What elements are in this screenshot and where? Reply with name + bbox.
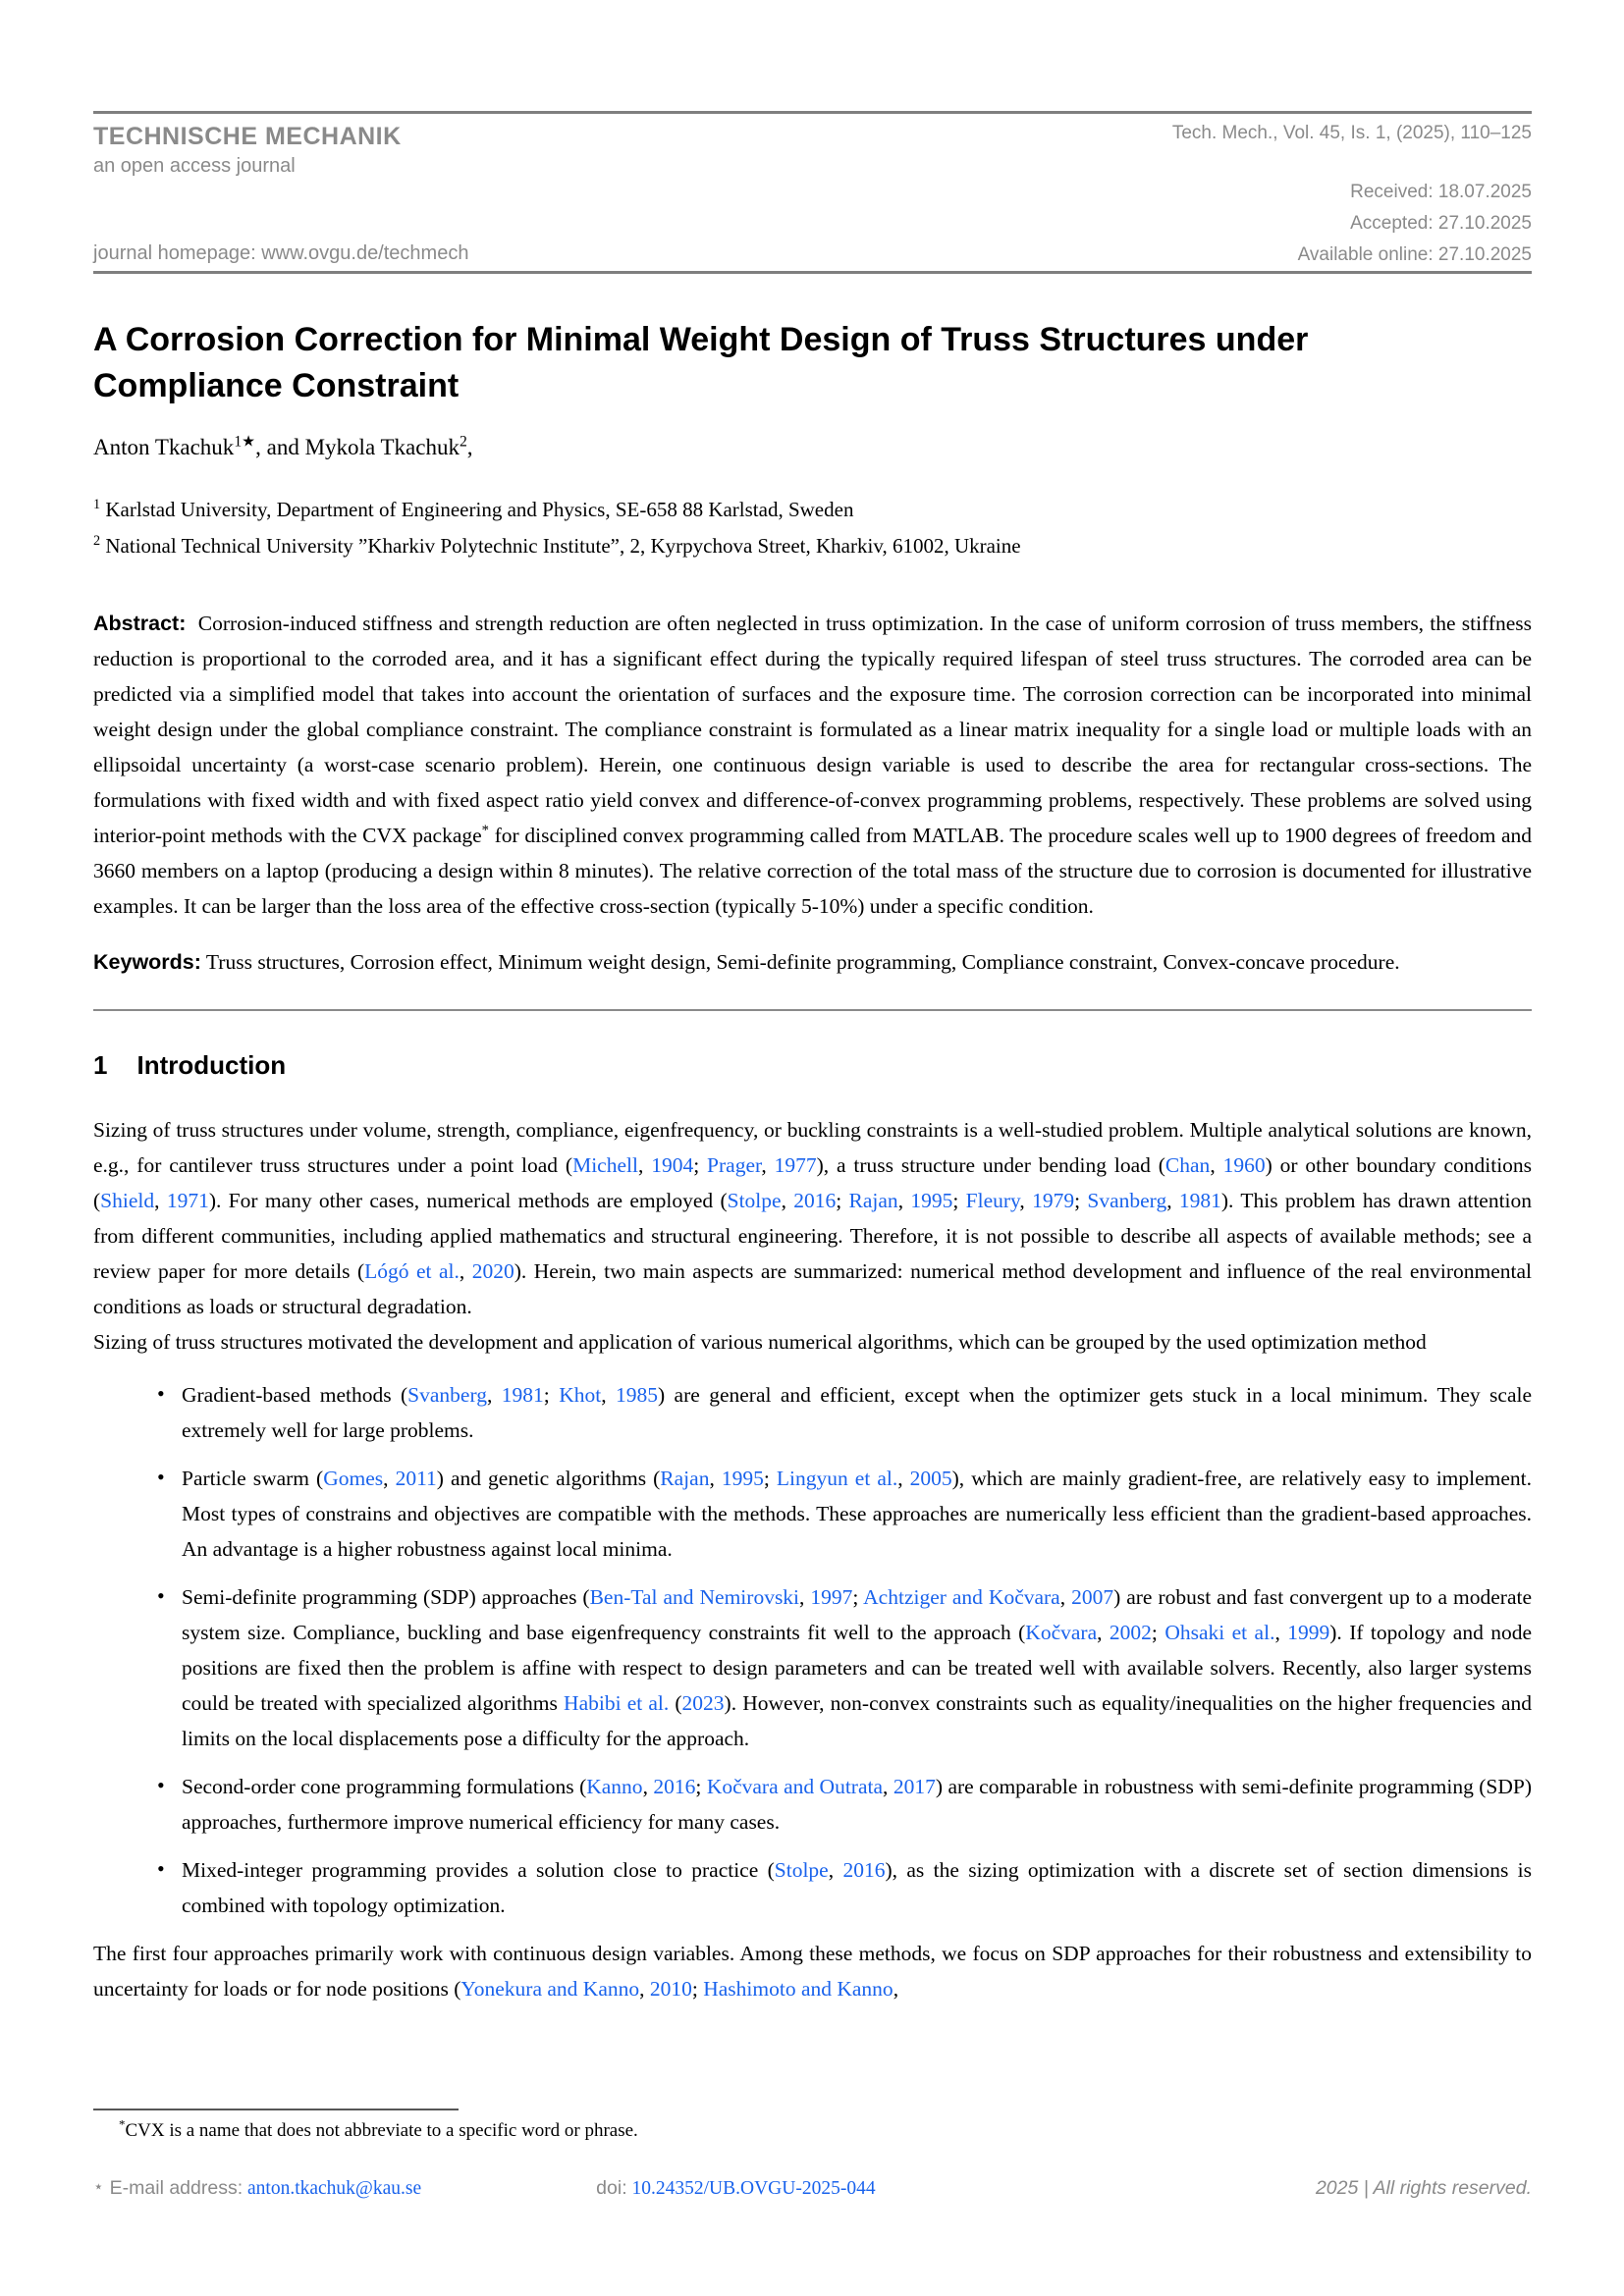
citation-link[interactable]: Ohsaki et al.	[1164, 1621, 1275, 1644]
methods-bullet-list	[93, 1377, 1532, 1923]
citation-link[interactable]: Fleury	[965, 1189, 1020, 1212]
citation-link[interactable]: Kočvara	[1025, 1621, 1098, 1644]
email-link[interactable]: anton.tkachuk@kau.se	[247, 2178, 422, 2199]
text-segment: ) or other boundary conditions (	[93, 1153, 1533, 1212]
text-segment: 1★	[234, 433, 256, 451]
doi-link[interactable]: 10.24352/UB.OVGU-2025-044	[631, 2178, 876, 2199]
text-segment: ) and genetic algorithms (	[436, 1467, 661, 1490]
text-segment: ), a truss structure under bending load (	[816, 1153, 1165, 1177]
affiliation-1	[93, 492, 1532, 528]
footnote-star-icon: ⋆	[93, 2177, 104, 2196]
text-segment: *	[119, 2116, 126, 2132]
masthead-right	[1172, 123, 1532, 271]
text-segment: ,	[781, 1189, 794, 1212]
page-footer-area	[93, 2109, 1532, 2200]
citation-link[interactable]: 1971	[166, 1189, 209, 1212]
available-date: Available online: 27.10.2025	[1297, 244, 1532, 265]
keywords-paragraph	[93, 944, 1532, 980]
text-segment: ). For many other cases, numerical methods are employed (	[208, 1189, 728, 1212]
text-segment: ;	[695, 1775, 707, 1798]
citation-link[interactable]: Chan	[1164, 1153, 1211, 1177]
section-number: 1	[93, 1050, 108, 1080]
intro-paragraph-2: Sizing of truss structures motivated the development and application of various numerical algorithms, which can be grouped by the used optimization method	[93, 1330, 1427, 1354]
keywords-text: Truss structures, Corrosion effect, Minimum weight design, Semi-definite programming, Compliance constraint, Convex-concave procedure.	[205, 950, 1400, 974]
text-segment: National Technical University ”Kharkiv Polytechnic Institute”, 2, Kyrpychova Street, Kharkiv, 61002, Ukraine	[100, 534, 1021, 558]
cvx-footnote	[93, 2116, 1532, 2142]
text-segment: ,	[883, 1775, 893, 1798]
abstract-divider-rule	[93, 1009, 1532, 1011]
citation-link[interactable]: 2011	[395, 1467, 437, 1490]
affiliations	[93, 492, 1532, 564]
citation-link[interactable]: 2007	[1071, 1585, 1114, 1609]
abstract-paragraph	[93, 606, 1532, 924]
text-segment: ;	[1151, 1621, 1165, 1644]
citation-link[interactable]: Svanberg	[407, 1383, 487, 1407]
text-segment: ,	[1019, 1189, 1033, 1212]
journal-name: TECHNISCHE MECHANIK	[93, 123, 402, 150]
text-segment: ,	[642, 1775, 654, 1798]
text-segment: ), which are mainly gradient-free, are relatively easy to implement. Most types of constrains and objectives are compatible with the methods. These approaches are numerically less efficient than the gradient-based approaches. An advantage is a higher robustness against local minima.	[182, 1467, 1533, 1561]
text-segment: ,	[601, 1383, 616, 1407]
citation-link[interactable]: Prager	[707, 1153, 762, 1177]
author-line	[93, 435, 1532, 460]
text-segment: ,	[828, 1858, 843, 1882]
text-segment: ,	[1097, 1621, 1110, 1644]
text-segment: ), as the sizing optimization with a discrete set of section dimensions is combined with topology optimization.	[182, 1858, 1533, 1917]
text-segment: ). If topology and node positions are fixed then the problem is affine with respect to design parameters and can be treated well with available solvers. Recently, also larger systems could be treated with specialized algorithms	[182, 1621, 1533, 1715]
citation-link[interactable]: 1995	[910, 1189, 953, 1212]
citation-link[interactable]: Yonekura and Kanno	[460, 1977, 640, 2001]
section-heading	[93, 1050, 1532, 1081]
text-segment: ,	[383, 1467, 396, 1490]
text-segment: ,	[637, 1153, 652, 1177]
citation-link[interactable]: Rajan	[660, 1467, 710, 1490]
citation-link[interactable]: 2017	[893, 1775, 936, 1798]
text-segment: Mixed-integer programming provides a solution close to practice (	[182, 1858, 775, 1882]
bullet-sdp	[93, 1579, 1532, 1756]
text-segment: ;	[691, 1977, 704, 2001]
citation-link[interactable]: Ben-Tal and Nemirovski	[589, 1585, 800, 1609]
citation-link[interactable]: Michell	[572, 1153, 638, 1177]
citation-link[interactable]: 1977	[774, 1153, 817, 1177]
masthead-left	[93, 123, 468, 271]
text-segment: ,	[709, 1467, 722, 1490]
text-segment: ;	[836, 1189, 849, 1212]
abstract-text	[93, 612, 1532, 918]
citation-link[interactable]: Shield	[100, 1189, 155, 1212]
text-segment: ). However, non-convex constraints such as equality/inequalities on the higher frequencies and limits on the local displacements pose a difficulty for the approach.	[182, 1691, 1532, 1750]
bullet-socp	[93, 1769, 1532, 1840]
text-segment: Karlstad University, Department of Engineering and Physics, SE-658 88 Karlstad, Sweden	[100, 498, 854, 521]
citation-link[interactable]: 2020	[471, 1259, 514, 1283]
text-segment: 1	[93, 497, 101, 512]
citation-link[interactable]: Hashimoto and Kanno	[703, 1977, 893, 2001]
journal-homepage: journal homepage: www.ovgu.de/techmech	[93, 242, 469, 264]
text-segment: ,	[893, 1977, 899, 2001]
text-segment: ,	[1166, 1189, 1179, 1212]
accepted-date: Accepted: 27.10.2025	[1350, 213, 1532, 234]
citation-link[interactable]: 1981	[1178, 1189, 1221, 1212]
received-date: Received: 18.07.2025	[1350, 182, 1532, 202]
text-segment: ,	[1210, 1153, 1223, 1177]
text-segment: 2	[93, 533, 101, 549]
citation-link[interactable]: 2010	[649, 1977, 692, 2001]
text-segment: Anton Tkachuk	[93, 435, 235, 459]
text-segment: ,	[459, 1259, 472, 1283]
text-segment: ;	[763, 1467, 777, 1490]
text-segment: ;	[852, 1585, 864, 1609]
text-segment: Gradient-based methods (	[182, 1383, 408, 1407]
citation-link[interactable]: 1997	[810, 1585, 853, 1609]
text-segment: ,	[466, 435, 473, 459]
journal-masthead	[93, 114, 1532, 271]
citation-link[interactable]: 2002	[1109, 1621, 1152, 1644]
abstract-label: Abstract:	[93, 612, 187, 635]
text-segment: ). Herein, two main aspects are summarized: numerical method development and influence of the real environmental conditions as loads or structural degradation.	[93, 1259, 1533, 1318]
bullet-gradient-based	[93, 1377, 1532, 1448]
volume-issue-line: Tech. Mech., Vol. 45, Is. 1, (2025), 110–125	[1171, 123, 1532, 143]
text-segment: ;	[543, 1383, 560, 1407]
text-segment: 2	[459, 433, 467, 451]
citation-link[interactable]: 1999	[1287, 1621, 1330, 1644]
text-segment: ,	[154, 1189, 167, 1212]
text-segment: The first four approaches primarily work with continuous design variables. Among these methods, we focus on SDP approaches for their robustness and extensibility to uncertainty for loads or for node positions (	[93, 1942, 1532, 2001]
citation-link[interactable]: Achtziger and Kočvara	[863, 1585, 1060, 1609]
text-segment: ) are general and efficient, except when the optimizer gets stuck in a local minimum. They scale extremely well for large problems.	[182, 1383, 1533, 1442]
section-title: Introduction	[136, 1050, 287, 1080]
citation-link[interactable]: 1985	[615, 1383, 658, 1407]
citation-link[interactable]: Stolpe	[727, 1189, 782, 1212]
citation-link[interactable]: 1995	[721, 1467, 764, 1490]
citation-link[interactable]: Stolpe	[774, 1858, 829, 1882]
citation-link[interactable]: Svanberg	[1087, 1189, 1167, 1212]
citation-link[interactable]: 2016	[842, 1858, 886, 1882]
keywords-label: Keywords:	[93, 950, 201, 974]
citation-link[interactable]: 1979	[1032, 1189, 1075, 1212]
intro-paragraph-3	[93, 1936, 1532, 2006]
text-segment: ,	[761, 1153, 775, 1177]
text-segment: Sizing of truss structures under volume, strength, compliance, eigenfrequency, or buckling constraints is a well-studied problem. Multiple analytical solutions are known, e.g., for cantilever truss structures under a point load (	[93, 1118, 1532, 1177]
text-segment: for disciplined convex programming called from MATLAB. The procedure scales well up to 1900 degrees of freedom and 3660 members on a laptop (producing a design within 8 minutes). The relative correction of the total mass of the structure due to corrosion is documented for illustrative examples. It can be larger than the loss area of the effective cross-section (typically 5-10%) under a specific condition.	[93, 824, 1532, 918]
citation-link[interactable]: 2023	[681, 1691, 725, 1715]
text-segment: (	[669, 1691, 682, 1715]
text-segment: ,	[897, 1189, 911, 1212]
text-segment: ,	[1274, 1621, 1288, 1644]
footnote-rule	[93, 2109, 459, 2110]
doi-label: doi:	[596, 2177, 627, 2199]
text-segment: ) are robust and fast convergent up to a moderate system size. Compliance, buckling and base eigenfrequency constraints fit well to the approach (	[182, 1585, 1532, 1644]
text-segment: ). This problem has drawn attention from different communities, including applied mathematics and structural engineering. Therefore, it is not possible to describe all aspects of available methods; see a review paper for more details (	[93, 1189, 1533, 1283]
intro-paragraph-1	[93, 1112, 1532, 1324]
citation-link[interactable]: Lingyun et al.	[776, 1467, 898, 1490]
citation-link[interactable]: Habibi et al.	[564, 1691, 670, 1715]
text-segment: Semi-definite programming (SDP) approaches (	[182, 1585, 590, 1609]
citation-link[interactable]: Gomes	[323, 1467, 384, 1490]
footer-row	[93, 2177, 1532, 2200]
text-segment: Second-order cone programming formulations (	[182, 1775, 587, 1798]
text-segment: , and Mykola Tkachuk	[255, 435, 460, 459]
text-segment: ,	[897, 1467, 910, 1490]
paper-title: A Corrosion Correction for Minimal Weight Design of Truss Structures under Compliance Constraint	[93, 321, 1309, 404]
affiliation-2	[93, 528, 1532, 564]
text-segment: ,	[1059, 1585, 1072, 1609]
text-segment: Particle swarm (	[182, 1467, 324, 1490]
text-segment: ;	[693, 1153, 708, 1177]
text-segment: Corrosion-induced stiffness and strength reduction are often neglected in truss optimization. In the case of uniform corrosion of truss members, the stiffness reduction is proportional to the corroded area, and it has a significant effect during the typically required lifespan of steel truss structures. The corroded area can be predicted via a simplified model that takes into account the orientation of surfaces and the exposure time. The corrosion correction can be incorporated into minimal weight design under the global compliance constraint. The compliance constraint is formulated as a linear matrix inequality for a single load or multiple loads with an ellipsoidal uncertainty (a worst-case scenario problem). Herein, one continuous design variable is used to describe the area for rectangular cross-sections. The formulations with fixed width and with fixed aspect ratio yield convex and difference-of-convex programming problems, respectively. These problems are solved using interior-point methods with the CVX package	[93, 612, 1533, 847]
bullet-mixed-integer	[93, 1852, 1532, 1923]
citation-link[interactable]: 1960	[1222, 1153, 1266, 1177]
text-segment: *	[481, 822, 489, 838]
bullet-particle-swarm	[93, 1461, 1532, 1567]
text-segment: ,	[639, 1977, 650, 2001]
citation-link[interactable]: 2016	[793, 1189, 837, 1212]
citation-link[interactable]: 1981	[501, 1383, 544, 1407]
citation-link[interactable]: Kanno	[586, 1775, 643, 1798]
email-label: ⋆ E-mail address:	[93, 2177, 244, 2199]
text-segment: ;	[952, 1189, 966, 1212]
text-segment: ;	[1074, 1189, 1088, 1212]
journal-subtitle: an open access journal	[93, 155, 296, 177]
text-segment: ) are comparable in robustness with semi-definite programming (SDP) approaches, furthermore improve numerical efficiency for many cases.	[182, 1775, 1533, 1834]
rights-text: 2025 | All rights reserved.	[1315, 2177, 1532, 2199]
citation-link[interactable]: Rajan	[848, 1189, 898, 1212]
text-segment: ,	[487, 1383, 502, 1407]
citation-link[interactable]: 1904	[651, 1153, 694, 1177]
citation-link[interactable]: 2005	[909, 1467, 952, 1490]
citation-link[interactable]: Lógó et al.	[364, 1259, 460, 1283]
citation-link[interactable]: 2016	[653, 1775, 696, 1798]
text-segment: CVX is a name that does not abbreviate to a specific word or phrase.	[125, 2120, 638, 2141]
text-segment: ,	[799, 1585, 811, 1609]
header-bottom-rule	[93, 271, 1532, 274]
citation-link[interactable]: Kočvara and Outrata	[706, 1775, 884, 1798]
citation-link[interactable]: Khot	[559, 1383, 602, 1407]
